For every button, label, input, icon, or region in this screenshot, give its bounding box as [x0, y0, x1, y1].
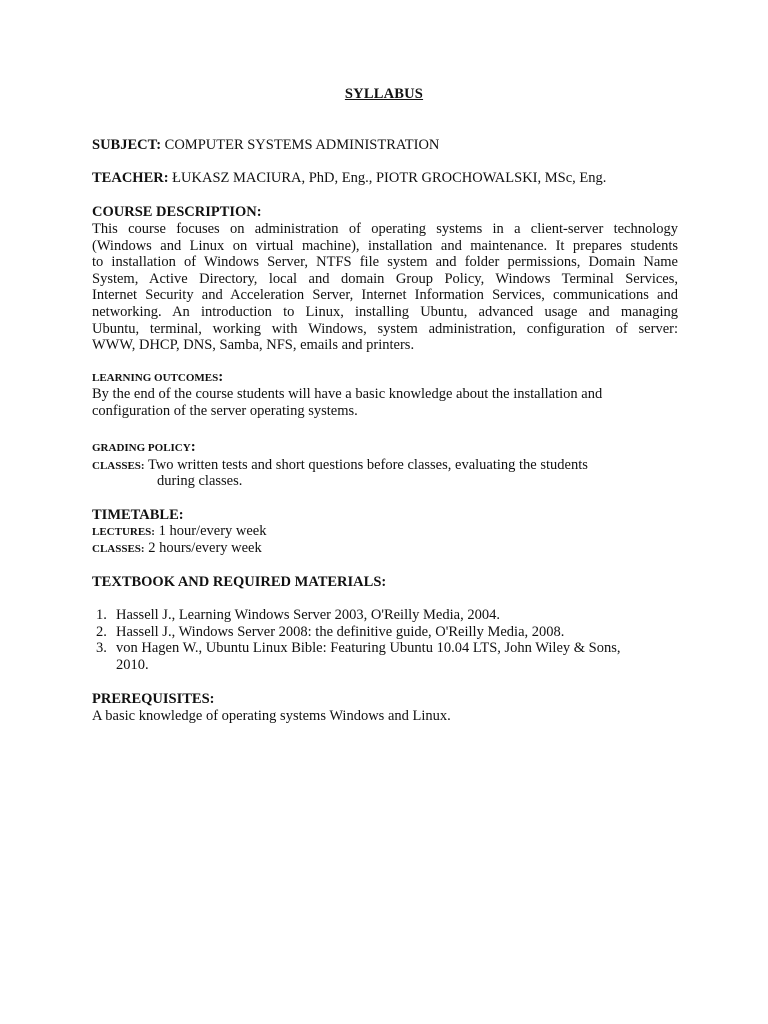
timetable-lectures-line — [92, 523, 678, 541]
grading-classes-line — [92, 457, 678, 475]
grading-policy-label: GRADING POLICY — [92, 442, 191, 454]
list-item-text: Hassell J., Windows Server 2008: the definitive guide, O'Reilly Media, 2008. — [116, 623, 565, 640]
timetable-classes-label: CLASSES: — [92, 543, 145, 555]
subject-label: SUBJECT: — [92, 137, 162, 153]
course-description-line: This course focuses on administration of operating systems in a client-server technology — [92, 221, 678, 237]
grading-classes-continuation: during classes. — [157, 473, 243, 489]
list-item — [92, 624, 678, 641]
learning-outcomes-heading — [92, 369, 678, 387]
course-description-heading: COURSE DESCRIPTION: — [92, 204, 262, 220]
list-item-number: 1. — [96, 607, 107, 623]
course-description-line: System, Active Directory, local and domain Group Policy, Windows Terminal Services, — [92, 270, 678, 287]
course-description-line: networking. An introduction to Linux, installing Ubuntu, advanced usage and managing — [92, 303, 678, 320]
textbooks-list — [92, 607, 678, 673]
course-description-line: (Windows and Linux on virtual machine), installation and maintenance. It prepares students — [92, 237, 678, 254]
timetable-lectures-value: 1 hour/every week — [158, 523, 267, 539]
teacher-label: TEACHER: — [92, 170, 169, 186]
learning-outcomes-line: configuration of the server operating systems. — [92, 402, 358, 419]
learning-outcomes-label: LEARNING OUTCOMES — [92, 372, 219, 384]
course-description-line: WWW, DHCP, DNS, Samba, NFS, emails and printers. — [92, 337, 415, 354]
list-item — [92, 640, 678, 673]
learning-outcomes-text — [92, 386, 678, 419]
teacher-line — [92, 170, 678, 187]
course-description-line: Internet Security and Acceleration Server, Internet Information Services, communications and — [92, 287, 678, 304]
prerequisites-text: A basic knowledge of operating systems Windows and Linux. — [92, 708, 451, 724]
grading-policy-colon: : — [190, 439, 196, 455]
textbooks-heading: TEXTBOOK AND REQUIRED MATERIALS: — [92, 574, 387, 590]
list-item-text: Hassell J., Learning Windows Server 2003, O'Reilly Media, 2004. — [116, 607, 500, 623]
subject-value: COMPUTER SYSTEMS ADMINISTRATION — [164, 137, 440, 153]
grading-classes-label: CLASSES: — [92, 460, 145, 472]
timetable-classes-value: 2 hours/every week — [148, 540, 262, 556]
timetable-heading: TIMETABLE: — [92, 507, 184, 523]
teacher-value: ŁUKASZ MACIURA, PhD, Eng., PIOTR GROCHOWALSKI, MSc, Eng. — [172, 170, 607, 186]
document-title: SYLLABUS — [344, 86, 424, 102]
subject-line — [92, 137, 678, 154]
timetable-lectures-label: LECTURES: — [92, 526, 155, 538]
grading-classes-text: Two written tests and short questions before classes, evaluating the students — [147, 457, 588, 473]
course-description-line: Ubuntu, terminal, working with Windows, system administration, configuration of server: — [92, 320, 678, 337]
prerequisites-heading: PREREQUISITES: — [92, 691, 215, 707]
course-description-line: to installation of Windows Server, NTFS file system and folder permissions, Domain Name — [92, 254, 678, 271]
learning-outcomes-line: By the end of the course students will have a basic knowledge about the installation and — [92, 386, 603, 402]
course-description-text — [92, 221, 678, 354]
learning-outcomes-colon: : — [218, 369, 224, 385]
grading-policy-heading — [92, 439, 678, 457]
list-item-text-continuation: 2010. — [116, 656, 149, 673]
list-item-number: 3. — [96, 640, 107, 657]
list-item-text: von Hagen W., Ubuntu Linux Bible: Featuring Ubuntu 10.04 LTS, John Wiley & Sons, — [116, 640, 621, 657]
list-item-number: 2. — [96, 623, 107, 640]
list-item — [92, 607, 678, 624]
timetable-classes-line — [92, 540, 678, 558]
